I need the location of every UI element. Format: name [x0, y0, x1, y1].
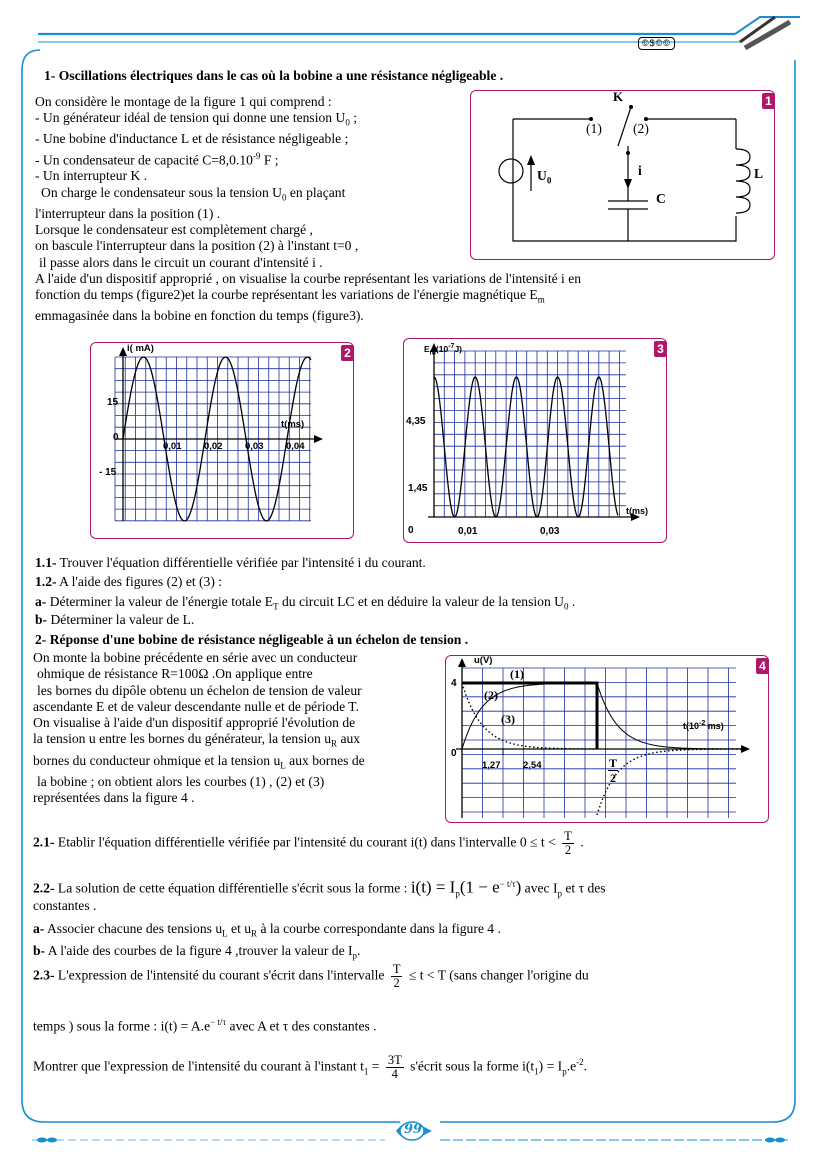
- para-line: représentées dans la figure 4 .: [33, 789, 195, 805]
- sup: -9: [252, 150, 261, 161]
- x-axis-arrow: [314, 435, 323, 443]
- section1-title: 1- Oscillations électriques dans le cas où la bobine a une résistance négligeable .: [44, 68, 504, 83]
- text: avec A et τ des constantes .: [226, 1018, 377, 1034]
- sub: 1: [534, 1066, 539, 1077]
- intro-line: on bascule l'interrupteur dans la position (2) à l'instant t=0 ,: [35, 238, 359, 254]
- question-number: 2.2-: [33, 880, 55, 896]
- sub: R: [331, 739, 338, 750]
- y-axis-arrow: [119, 347, 127, 356]
- text: Montrer que l'expression de l'intensité du courant à l'instant t: [33, 1058, 364, 1074]
- sub: T: [273, 601, 279, 612]
- text: Déterminer la valeur de l'énergie totale E: [46, 594, 274, 609]
- text: temps ) sous la forme : i(t) = A.e: [33, 1018, 211, 1034]
- position-1-label: (1): [586, 121, 602, 136]
- capacitor-label: C: [656, 191, 666, 206]
- para-line: ascendante E et de valeur descendante nulle et de période T.: [33, 698, 359, 714]
- page-number-badge: [394, 1120, 434, 1142]
- text: - Un condensateur de capacité C=8,0.10: [35, 152, 253, 168]
- position-2-label: (2): [633, 121, 649, 136]
- text: =: [368, 1058, 383, 1074]
- tick-y-4: 4: [451, 678, 457, 689]
- fraction: [391, 963, 403, 990]
- intro-line: A l'aide d'un dispositif approprié , on visualise la courbe représentant les variations de l'intensité i en: [35, 270, 582, 286]
- tick-x: 1,27: [482, 760, 501, 771]
- tick-y-minus-15: - 15: [99, 467, 117, 478]
- sup: − t/τ: [499, 879, 516, 889]
- curve-2-label: (2): [484, 688, 498, 702]
- text: en plaçant: [286, 184, 346, 200]
- text: A l'aide des courbes de la figure 4 ,trouver la valeur de I: [45, 943, 353, 958]
- fraction: [386, 1054, 404, 1081]
- text: Trouver l'équation différentielle vérifiée par l'intensité i du courant.: [56, 555, 426, 570]
- question-2-2-a: [33, 921, 501, 942]
- curve-3-label: (3): [501, 712, 515, 726]
- figure-1-circuit: [470, 90, 775, 260]
- question-2-3-show: [33, 1054, 587, 1081]
- x-axis-label: t(ms): [281, 419, 305, 430]
- para-line: [33, 731, 365, 752]
- circuit-diagram: [471, 91, 771, 256]
- tick-x: 0,01: [163, 441, 182, 452]
- question-number: a-: [35, 594, 47, 609]
- tick-x: 0,03: [245, 441, 264, 452]
- page-number: 99: [403, 1122, 423, 1137]
- sub: 0: [281, 192, 287, 203]
- text: U: [537, 168, 547, 183]
- text: .: [583, 1058, 588, 1074]
- sub: R: [251, 928, 258, 939]
- figure-badge: 3: [654, 341, 667, 357]
- numerator: T: [564, 829, 572, 843]
- figure-badge: 1: [762, 93, 775, 109]
- text: .e: [566, 1058, 577, 1074]
- intro-line: il passe alors dans le circuit un courant d'intensité i .: [39, 254, 323, 270]
- question-number: b-: [35, 612, 48, 627]
- tick-y-1-45: 1,45: [408, 483, 428, 494]
- sub: m: [537, 294, 545, 305]
- para-line: On monte la bobine précédente en série avec un conducteur: [33, 650, 358, 665]
- text: à la courbe correspondante dans la figure 4 .: [257, 921, 501, 936]
- section2-title: 2- Réponse d'une bobine de résistance négligeable à un échelon de tension .: [35, 632, 469, 647]
- tick-y-0: 0: [408, 525, 414, 536]
- text: aux bornes de: [285, 752, 365, 768]
- sup: -2: [699, 720, 706, 727]
- intro-line: On considère le montage de la figure 1 qui comprend :: [35, 94, 332, 109]
- text: ms): [705, 721, 724, 731]
- sub: m: [429, 349, 436, 357]
- text: ) = I: [538, 1058, 563, 1074]
- text: et τ des: [562, 880, 606, 896]
- text: L'expression de l'intensité du courant s'écrit dans l'intervalle: [54, 967, 388, 983]
- figure-2-current: [90, 342, 354, 539]
- sub: p: [557, 888, 562, 899]
- question-2-2-b: [33, 943, 360, 964]
- y-axis-arrow: [458, 658, 466, 667]
- sup: -7: [448, 343, 455, 350]
- sup: − t/τ: [210, 1017, 227, 1027]
- text: E: [424, 343, 430, 354]
- text: s'écrit sous la forme i(t: [406, 1058, 535, 1074]
- text: J): [454, 343, 462, 354]
- y-axis-label: [424, 343, 462, 357]
- tick-x: 0,03: [540, 526, 560, 537]
- formula: ): [515, 877, 522, 897]
- text: - Un générateur idéal de tension qui donne une tension U: [35, 110, 346, 126]
- intro-line: l'interrupteur dans la position (1) .: [35, 205, 221, 221]
- sup: -2: [576, 1057, 584, 1068]
- para-line: On visualise à l'aide d'un dispositif approprié l'évolution de: [33, 715, 356, 731]
- voltage-plot: [446, 656, 768, 822]
- text: .: [357, 943, 361, 958]
- intro-line: [35, 287, 581, 308]
- denominator: 2: [564, 843, 572, 857]
- sub: p: [562, 1066, 567, 1077]
- tick-x: 2,54: [523, 760, 542, 771]
- question-1-2-b: [35, 612, 194, 628]
- question-2-3: [33, 963, 589, 990]
- question-number: 1.1-: [35, 555, 57, 570]
- curve-3-coil: [597, 749, 742, 815]
- sub: p: [352, 950, 358, 961]
- denominator: 2: [610, 771, 616, 785]
- tick-y-0: 0: [451, 748, 457, 759]
- switch-label: K: [613, 89, 624, 104]
- formula: (1 − e: [459, 877, 500, 897]
- text: Associer chacune des tensions u: [44, 921, 223, 936]
- sub: 0: [345, 118, 350, 129]
- numerator: T: [392, 962, 401, 976]
- section2-paragraph: [33, 650, 365, 806]
- question-2-1: [33, 830, 584, 857]
- text: Déterminer la valeur de L.: [47, 612, 195, 627]
- text: La solution de cette équation différentielle s'écrit sous la forme :: [54, 880, 411, 896]
- text: avec I: [521, 880, 558, 896]
- para-line: [33, 753, 365, 774]
- tick-x: 0,01: [458, 526, 478, 537]
- question-number: 2.1-: [33, 834, 55, 850]
- para-line: la bobine ; on obtient alors les courbes (1) , (2) et (3): [37, 773, 325, 789]
- question-2-2-cont: constantes .: [33, 898, 97, 913]
- text: (10: [435, 343, 449, 354]
- intro-line: - Un interrupteur K .: [35, 168, 148, 184]
- denominator: 2: [393, 976, 400, 990]
- text: F ;: [260, 152, 279, 168]
- numerator: T: [609, 756, 618, 770]
- text: aux: [337, 731, 361, 747]
- text: fonction du temps (figure2)et la courbe représentant les variations de l'énergie magnétique E: [35, 287, 538, 303]
- text: t(10: [683, 721, 700, 731]
- sub: p: [455, 888, 460, 899]
- text: bornes du conducteur ohmique et la tension u: [33, 752, 281, 768]
- energy-curve: [434, 377, 618, 517]
- inductor-label: L: [754, 166, 764, 181]
- tick-y-4-35: 4,35: [406, 416, 426, 427]
- sub: 0: [563, 601, 569, 612]
- sub: L: [280, 760, 286, 771]
- text: ≤ t < T (sans changer l'origine du: [405, 967, 589, 983]
- question-number: b-: [33, 943, 46, 958]
- text: ;: [349, 110, 357, 126]
- question-number: a-: [33, 921, 45, 936]
- text: A l'aide des figures (2) et (3) :: [56, 574, 223, 589]
- numerator: 3T: [387, 1053, 402, 1067]
- question-2-2: [33, 876, 606, 902]
- text: la tension u entre les bornes du générateur, la tension u: [33, 731, 332, 747]
- question-number: 2.3-: [33, 967, 55, 983]
- figure-3-energy: [403, 338, 667, 543]
- denominator: 4: [391, 1067, 398, 1081]
- sub: L: [222, 928, 228, 939]
- text: .: [576, 834, 584, 850]
- voltage-label: [537, 168, 551, 189]
- text: On charge le condensateur sous la tension U: [41, 184, 282, 200]
- para-line: ohmique de résistance R=100Ω .On applique entre: [37, 666, 313, 682]
- curve-1-label: (1): [510, 667, 524, 681]
- tick-x: 0,02: [204, 441, 223, 452]
- figure-badge: 4: [756, 658, 769, 674]
- x-axis-label: t(ms): [626, 506, 648, 516]
- tick-x: 0,04: [286, 441, 305, 452]
- tick-y-15: 15: [107, 397, 119, 408]
- figure-4-voltages: [445, 655, 769, 823]
- intro-line: emmagasinée dans la bobine en fonction du temps (figure3).: [35, 308, 364, 324]
- text: Etablir l'équation différentielle vérifiée par l'intensité du courant i(t) dans l'intervalle 0 ≤ t <: [54, 834, 560, 850]
- y-axis-label: i( mA): [127, 343, 154, 354]
- sub: 1: [363, 1066, 369, 1077]
- para-line: les bornes du dipôle obtenu un échelon de tension de valeur: [37, 682, 362, 698]
- question-1-2: [35, 574, 222, 590]
- intro-line: - Une bobine d'inductance L et de résistance négligeable ;: [35, 131, 349, 147]
- figure-badge: 2: [341, 345, 354, 361]
- x-axis-label: [683, 720, 724, 731]
- formula: i(t) = I: [410, 877, 456, 897]
- text: .: [568, 594, 576, 609]
- cc-license-badge: ©$©©: [638, 37, 675, 50]
- tick-y-0: 0: [113, 432, 119, 443]
- question-1-1: [35, 555, 426, 571]
- intro-line: Lorsque le condensateur est complètement chargé ,: [35, 222, 313, 238]
- x-axis-arrow: [741, 745, 750, 753]
- current-label: i: [638, 163, 642, 178]
- sub: 0: [546, 175, 552, 186]
- text: et u: [227, 921, 252, 936]
- question-number: 1.2-: [35, 574, 57, 589]
- half-period-label: [608, 756, 618, 785]
- question-2-3-cont: [33, 1014, 377, 1035]
- text: du circuit LC et en déduire la valeur de la tension U: [278, 594, 564, 609]
- y-axis-label: u(V): [474, 655, 493, 666]
- fraction: [562, 830, 574, 857]
